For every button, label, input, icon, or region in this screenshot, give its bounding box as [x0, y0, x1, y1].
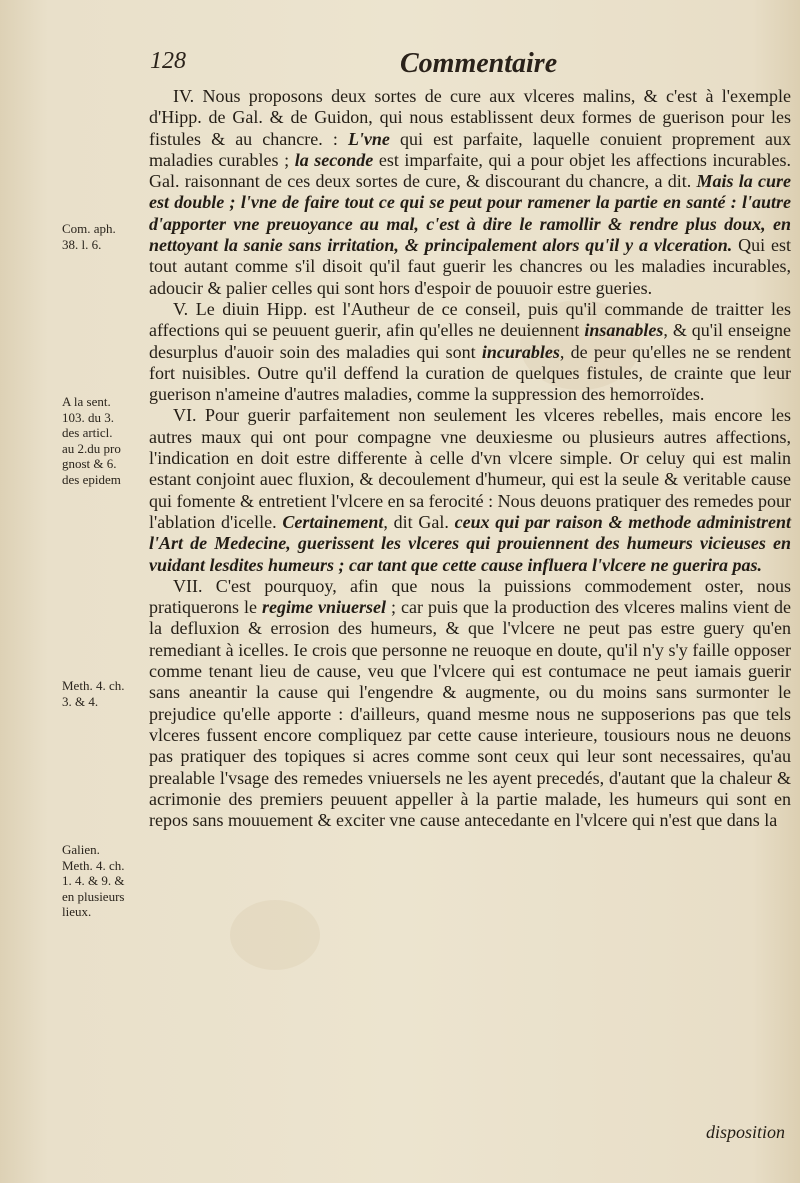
text-run: est imparfaite, qui a pour objet les affections incurables. Gal. raisonnant de ces deux sortes de cure, & discourant du chancre, a dit. [149, 149, 791, 192]
italic-text-run: Certainement [282, 511, 384, 532]
margin-note-line: 1. 4. & 9. & [62, 873, 125, 888]
margin-note-line: Galien. [62, 842, 100, 857]
paragraph-iv [149, 86, 791, 299]
paragraph-v [149, 299, 791, 405]
running-title: Commentaire [400, 48, 558, 79]
text-run: qui est parfaite, laquelle conuient proprement aux maladies curables ; [149, 128, 791, 170]
text-run: , & qu'il enseigne desurplus d'auoir soin des maladies qui sont [149, 320, 791, 362]
margin-note-line: lieux. [62, 904, 92, 919]
margin-note-line: en plusieurs [62, 888, 125, 904]
text-run: , de peur qu'elles ne se rendent fort nuisibles. Outre qu'il deffend la curation de quelques fistules, de crainte que leur guerison n'ameine d'autres maladies, comme la suppression des hemorroïdes. [149, 341, 791, 405]
catchword: disposition [706, 1122, 786, 1142]
margin-note [62, 678, 148, 709]
paragraph-vii [149, 576, 791, 832]
italic-text-run: incurables [481, 341, 560, 362]
margin-note [62, 394, 148, 487]
page-header [150, 48, 790, 88]
paragraph-vi [149, 405, 791, 575]
text-run: Qui est tout autant comme s'il disoit qu'il faut guerir les chancres ou les maladies incurables, adoucir & palier celles qui sont hors d'espoir de pouuoir estre gueries. [149, 235, 791, 298]
italic-text-run: insanables [584, 320, 664, 341]
text-run: VII. C'est pourquoy, afin que nous la puissions commodement oster, nous pratiquerons le [149, 575, 791, 618]
paper-stain [230, 900, 320, 970]
text-run: V. Le diuin Hipp. est l'Autheur de ce conseil, puis qu'il commande de traitter les affections qui se peuuent guerir, afin qu'elles ne deuiennent [149, 298, 791, 341]
margin-note-line: Meth. 4. ch. [62, 678, 125, 693]
margin-note-line: gnost & 6. [62, 456, 117, 471]
text-run: IV. Nous proposons deux sortes de cure aux vlceres malins, & c'est à l'exemple d'Hipp. de Gal. & de Guidon, qui nous establissent deux formes de guerison pour les fistules & au chancre. : [149, 86, 791, 149]
italic-text-run: Mais la cure est double ; l'vne de faire tout ce qui se peut pour ramener la partie en santé : l'autre d'apporter vne preuoyance au mal, c'est à dire le ramollir & rendre plus doux, en nettoyant la sanie sans irritation, & principalement alors qu'il y a vlceration. [149, 171, 791, 256]
italic-text-run: L'vne [347, 128, 390, 149]
page-number: 128 [150, 48, 186, 74]
margin-note-line: 103. du 3. [62, 409, 114, 425]
margin-note-line: des articl. [62, 425, 113, 440]
text-run: ; car puis que la production des vlceres malins vient de la defluxion & errosion des humeurs, & que l'vlcere ne peut pas estre guery qu'en remediant à icelles. Ie crois que personne ne reuoque en doute, qu'il n'y s'y faille opposer comme tenant lieu de cause, veu que l'vlcere qui est contumace ne peut iamais guerir sans aneantir la cause qui l'engendre & augmente, ou du moins sans surmonter le prejudice qu'elle apporte : d'ailleurs, quand mesme nous ne supposerions pas que tels vlceres fussent encore compliquez par cette cause interieure, tousiours nous ne deuons pas pratiquer des topiques si acres comme sont ceux qui leur sont necessaires, qu'au prealable l'vsage des remedes vniuersels ne les ayent precedés, d'autant que la chaleur & acrimonie des premiers peuuent appeller à la partie malade, les humeurs qui sont en repos sans mouuement & exciter vne cause antecedante en l'vlcere qui n'est que dans la [149, 597, 791, 831]
italic-text-run: ceux qui par raison & methode administrent l'Art de Medecine, guerissent les vlceres qui prouiennent des humeurs vicieuses en vuidant lesdites humeurs ; car tant que cette cause influera l'vlcere ne guerira pas. [149, 511, 791, 575]
italic-text-run: regime vniuersel [261, 597, 386, 618]
margin-note-line: A la sent. [62, 394, 111, 409]
italic-text-run: la seconde [294, 149, 374, 170]
margin-note [62, 221, 148, 252]
text-run: , dit Gal. [383, 511, 455, 532]
margin-note-line: 38. l. 6. [62, 236, 102, 252]
margin-note [62, 842, 148, 920]
text-run: VI. Pour guerir parfaitement non seulement les vlceres rebelles, mais encore les autres maux qui ont pour compagne vne deuxiesme ou plusieurs autres affections, l'indication en doit estre differente à celle d'vn vlcere simple. Or celuy qui est malin estant conjoint auec fluxion, & decoulement d'humeur, qui est la seule & veritable cause qui fomente & entretient l'vlcere en sa ferocité : Nous deuons pratiquer des remedes pour l'ablation d'icelle. [149, 405, 792, 532]
margin-note-line: Meth. 4. ch. [62, 857, 125, 873]
margin-note-line: Com. aph. [62, 221, 116, 236]
margin-note-line: des epidem [62, 471, 121, 487]
margin-note-line: au 2.du pro [62, 440, 121, 456]
main-text-block [149, 86, 791, 831]
margin-note-line: 3. & 4. [62, 693, 99, 709]
